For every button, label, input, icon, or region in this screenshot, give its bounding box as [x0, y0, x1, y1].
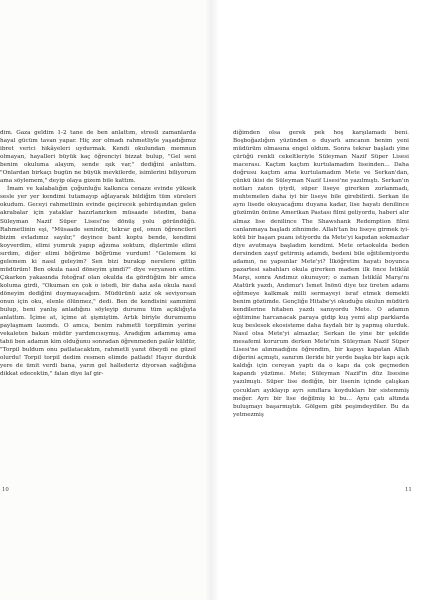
left-paragraph-1: dim. Gaza geldim 1-2 tane de ben anlattım, stresli zamanlarda hayal gücüm tavan yapar. Hiç zor olmadı rahmetliyle yaşadığımız ibret verici hikâyeleri uydurmak. Kendi okulundan memnun olmayan, hayalleri büyük kaç öğrenciyi bizzat bulup, "Gel seni benim okuluma alayım, sende ışık var," dediğini anlattım. "Onlardan birkaçı bugün ne büyük mevkilerde, isimlerini biliyorum ama söylemem," deyip olaya gizem bile kattım.	[0, 130, 196, 185]
right-page	[212, 0, 424, 600]
right-page-body	[233, 129, 409, 419]
right-page-number: 11	[405, 487, 412, 493]
left-page-body	[0, 129, 196, 378]
right-paragraph-1: diğimden olsa gerek pek hoş karşılamadı beni. Boşboğazlığım yüzünden o duyarlı amcanın benim yeni müdürüm olmasına engel oldum. Sonra tekrar başladı yine çürüğü renkli cekeltleriyle Süleyman Nazif Süper Lisesi macerası. Kaçtım kaçtım kurtulamadım liseinden... Daha doğrusu kaçtım ama kurtulamadım Mete ve Serkan'dan, çünkü ikisi de Süleyman Nazif Lisesi'ne yazılmıştı. Serkan'ın notları zaten iyiydi, süper liseye girerken zorlanmadı, muhtemelen daha iyi bir liseye bile girebilirdi. Serkan ile aynı lisede okuyacağımı duyana kadar, lise hayatı denilince gözümün önüne Amerikan Pastası filmi geliyordu, haberi alır almaz lise denilince The Shawshank Redemption filmi canlanmaya başladı zihnimde. Allah'tan bu liseye girmek iyi-kötü bir başarı puanı istiyordu da Mete'yi kapıdan sokmazlar diye avutmaya başladım kendimi. Mete ortaokulda beden dersinden zayıf getirmiş adamdı, bedeni bile eğitilemiyordu adamın, ne yapsınlar Mete'yi? İlköğretim hayatı boyunca pazartesi sabahları okula girerken madem ilk önce İstiklâl Marşı, sonra Andımız okunuyor; o zaman İstiklâl Marşı'nı Atatürk yazdı, Andımız'ı İsmet İnönü diye tez üreten adamı eğitmeye kalkmak milli sermayeyi israf etmek demekti benim gözümde. Gençliğe Hitabe'yi okuduğu okulun müdürü kendilerine hitaben yazdı sanıyordu Mete. O adamın eğitimine harcanacak paraya gidip kuş yemi alıp parklarda kuş beslesek ekosisteme daha faydalı bir iş yapmış olurduk. Nasıl olsa Mete'yi almazlar, Serkan ile yine bir şekilde mesafemi korurum derken Mete'nin Süleyman Nazif Süper Lisesi'ne alınmadığını öğrendim, bir kapıyı kapatan Allah diğerini açmıştı, sanırım ileride bir yerde başka bir kapı açık kaldığı için cereyan yaptı da o kapı da çok geçmeden kapandı yüzüme. Mete; Süleyman Nazif'in düz lisesine yazılmıştı. Süper lise dediğin, bir lisenin içinde çalışkan çocukları ayıklayıp ayrı sınıflara koydukları bir sistemmiş meğer. Ayrı bir lise değilmiş ki bu... Aynı çatı altında buluşmayı başarmıştık. Gölgem gibi peşimdeydiler. Bu da yetmezmiş	[233, 130, 409, 418]
left-page-number: 10	[2, 487, 9, 493]
book-gutter-shadow	[205, 0, 219, 600]
left-paragraph-2: İmam ve kalabalığın çoğunluğu kalkınca cenaze evinde yüksek sesle yer yer kendimi tutamayıp ağlayarak bildiğim tüm süreleri okudum. Geceyi rahmetlinin evinde geçirecek şehirdışından gelen akrabalar için yataklar hazırlanırken müsaade istedim, bana Süleyman Nazif Süper Lisesi'ne dönüş yolu göründüğü. Rahmetlinin eşi, "Müsaade senindir, tekrar gel, onun öğrencileri bizim evladımız sayılır," deyince bant koptu bende, kendimi koyverdim, elimi yumruk yapıp ağzıma soktum, dişlerimle elimi sırdım, diğer elimi böğrüme böğrüme vurdum! "Gelemem ki gelemem ki nasıl geleyim? Sen bizi burakıp nerelere gittin müdürüm! Ben okula nasıl döneyim şimdi?" diye veryansın ettim. Çıkarken yakasında fotoğraf olan okulda da gördüğüm bir amca koluma girdi, "Okuman en çok o istedi, bir daha asla okula nasıl döneyim dediğini duymayacağım. Müdürünü aziz ok seviyorsan onun için oku, elenle ölünmez," dedi. Ben de kendisini sammimi bulup, beni yanlış anladığını söyleyip durumu tüm açıklığıyla anlattım. İçime at, içime at şişmiştim. Artık biriyle durumumu paylaşmam lazımdı. O amca, benim rahmetli torpilimin yerine vekaleten bakan müdür yardımcısıymış. Aradığım adammış ama tabii ben adamın kim olduğunu sonradan öğrenmeden palâr küldür, "Torpil buldum onu patlatacaktım, rahmetli yanıt öbeydi ne güzel olurdu! Torpil torpil dedim resmen elimde patladı! Hayır durduk yere de ümit verdi bana, yarın gel hallederiz diyorsan sağlığına dikkat edecektin," falan diye laf gir-	[0, 186, 196, 378]
